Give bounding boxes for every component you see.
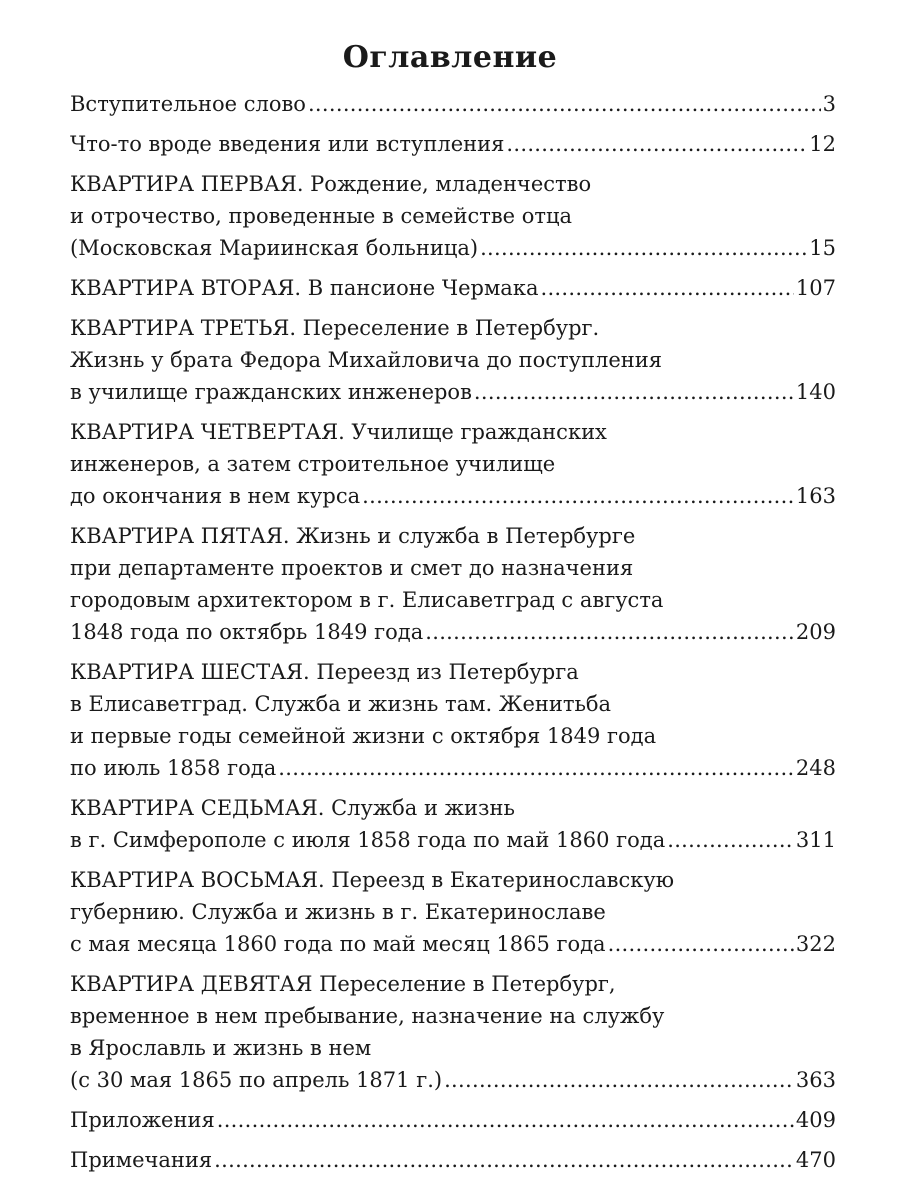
toc-entry-text-line: (Московская Мариинская больница) — [70, 236, 479, 260]
toc-entry[interactable] — [70, 1144, 836, 1176]
toc-entry-text-line: КВАРТИРА ШЕСТАЯ. Переезд из Петербурга — [70, 660, 579, 684]
dot-leader — [540, 272, 793, 304]
toc-entry-text-line: КВАРТИРА ПЯТАЯ. Жизнь и служба в Петербурге — [70, 524, 636, 548]
toc-entry-text-line: КВАРТИРА ВОСЬМАЯ. Переезд в Екатеринославскую — [70, 868, 674, 892]
toc-page-number: 311 — [795, 828, 836, 852]
toc-entry-text-line: и отрочество, проведенные в семействе отца — [70, 204, 573, 228]
dot-leader — [667, 824, 794, 856]
toc-entry-last-line — [70, 1064, 836, 1096]
toc-entry-last-line — [70, 88, 836, 120]
toc-entry-text-line: в г. Симферополе с июля 1858 года по май 1860 года — [70, 828, 666, 852]
toc-entry-last-line — [70, 616, 836, 648]
toc-entry-last-line — [70, 128, 836, 160]
toc-entry[interactable] — [70, 272, 836, 304]
toc-entry-text-line: в Елисаветград. Служба и жизнь там. Женитьба — [70, 692, 612, 716]
toc-page-number: 209 — [795, 620, 836, 644]
toc-entry-text-line: КВАРТИРА ЧЕТВЕРТАЯ. Училище гражданских — [70, 420, 607, 444]
toc-entry-last-line — [70, 928, 836, 960]
toc-page-number: 12 — [809, 132, 836, 156]
toc-page-number: 248 — [795, 756, 836, 780]
dot-leader — [278, 752, 794, 784]
toc-entry-text-line: инженеров, а затем строительное училище — [70, 452, 556, 476]
toc-entry-text-line: с мая месяца 1860 года по май месяц 1865 года — [70, 932, 606, 956]
toc-entry[interactable] — [70, 168, 836, 264]
toc-entry-text-line: Жизнь у брата Федора Михайловича до поступления — [70, 348, 663, 372]
dot-leader — [474, 376, 794, 408]
toc-entry-text-line: Вступительное слово — [70, 92, 306, 116]
toc-page-number: 470 — [795, 1148, 836, 1172]
toc-entry-text-line: Приложения — [70, 1108, 215, 1132]
toc-entry-last-line — [70, 1144, 836, 1176]
dot-leader — [362, 480, 794, 512]
toc-entry-text-line: и первые годы семейной жизни с октября 1849 года — [70, 724, 657, 748]
toc-entry-last-line — [70, 272, 836, 304]
toc-entry-text-line: временное в нем пребывание, назначение на службу — [70, 1004, 665, 1028]
toc-entry-text-line: КВАРТИРА ТРЕТЬЯ. Переселение в Петербург. — [70, 316, 600, 340]
toc-entry-last-line — [70, 1104, 836, 1136]
toc-page-number: 409 — [795, 1108, 836, 1132]
dot-leader — [506, 128, 807, 160]
toc-entry-text-line: КВАРТИРА ДЕВЯТАЯ Переселение в Петербург, — [70, 972, 616, 996]
toc-page-number: 3 — [822, 92, 836, 116]
toc-page-number: 322 — [795, 932, 836, 956]
dot-leader — [425, 616, 794, 648]
dot-leader — [444, 1064, 794, 1096]
dot-leader — [214, 1144, 794, 1176]
toc-page-number: 15 — [809, 236, 836, 260]
toc-entry[interactable] — [70, 128, 836, 160]
toc-entry[interactable] — [70, 520, 836, 648]
toc-entry-text-line: в Ярославль и жизнь в нем — [70, 1036, 372, 1060]
toc-entry[interactable] — [70, 1104, 836, 1136]
toc-entry[interactable] — [70, 864, 836, 960]
toc-entry-text-line: КВАРТИРА ПЕРВАЯ. Рождение, младенчество — [70, 172, 592, 196]
toc-entry[interactable] — [70, 88, 836, 120]
dot-leader — [480, 232, 807, 264]
toc-entry-text-line: 1848 года по октябрь 1849 года — [70, 620, 424, 644]
toc-entry-last-line — [70, 752, 836, 784]
toc-entry-text-line: городовым архитектором в г. Елисаветград с августа — [70, 588, 664, 612]
toc-page-number: 107 — [795, 276, 836, 300]
page-title: Оглавление — [342, 40, 558, 75]
toc-entry-last-line — [70, 376, 836, 408]
toc-entry-last-line — [70, 480, 836, 512]
toc-entry[interactable] — [70, 656, 836, 784]
dot-leader — [308, 88, 821, 120]
toc-entry-text-line: КВАРТИРА СЕДЬМАЯ. Служба и жизнь — [70, 796, 515, 820]
toc-entry[interactable] — [70, 792, 836, 856]
toc-page-number: 140 — [795, 380, 836, 404]
toc-entry-last-line — [70, 824, 836, 856]
toc-entry-text-line: губернию. Служба и жизнь в г. Екатеринославе — [70, 900, 606, 924]
toc-entry-text-line: в училище гражданских инженеров — [70, 380, 472, 404]
toc-page-number: 163 — [795, 484, 836, 508]
toc-entry-text-line: до окончания в нем курса — [70, 484, 361, 508]
toc-entry-text-line: КВАРТИРА ВТОРАЯ. В пансионе Чермака — [70, 276, 539, 300]
table-of-contents — [70, 88, 836, 1184]
dot-leader — [217, 1104, 794, 1136]
toc-page-number: 363 — [795, 1068, 836, 1092]
toc-entry-text-line: Примечания — [70, 1148, 213, 1172]
toc-entry[interactable] — [70, 416, 836, 512]
toc-entry-last-line — [70, 232, 836, 264]
toc-entry[interactable] — [70, 968, 836, 1096]
toc-entry-text-line: при департаменте проектов и смет до назначения — [70, 556, 634, 580]
toc-entry-text-line: Что-то вроде введения или вступления — [70, 132, 505, 156]
toc-entry-text-line: по июль 1858 года — [70, 756, 277, 780]
toc-entry[interactable] — [70, 312, 836, 408]
dot-leader — [608, 928, 794, 960]
toc-entry-text-line: (с 30 мая 1865 по апрель 1871 г.) — [70, 1068, 443, 1092]
